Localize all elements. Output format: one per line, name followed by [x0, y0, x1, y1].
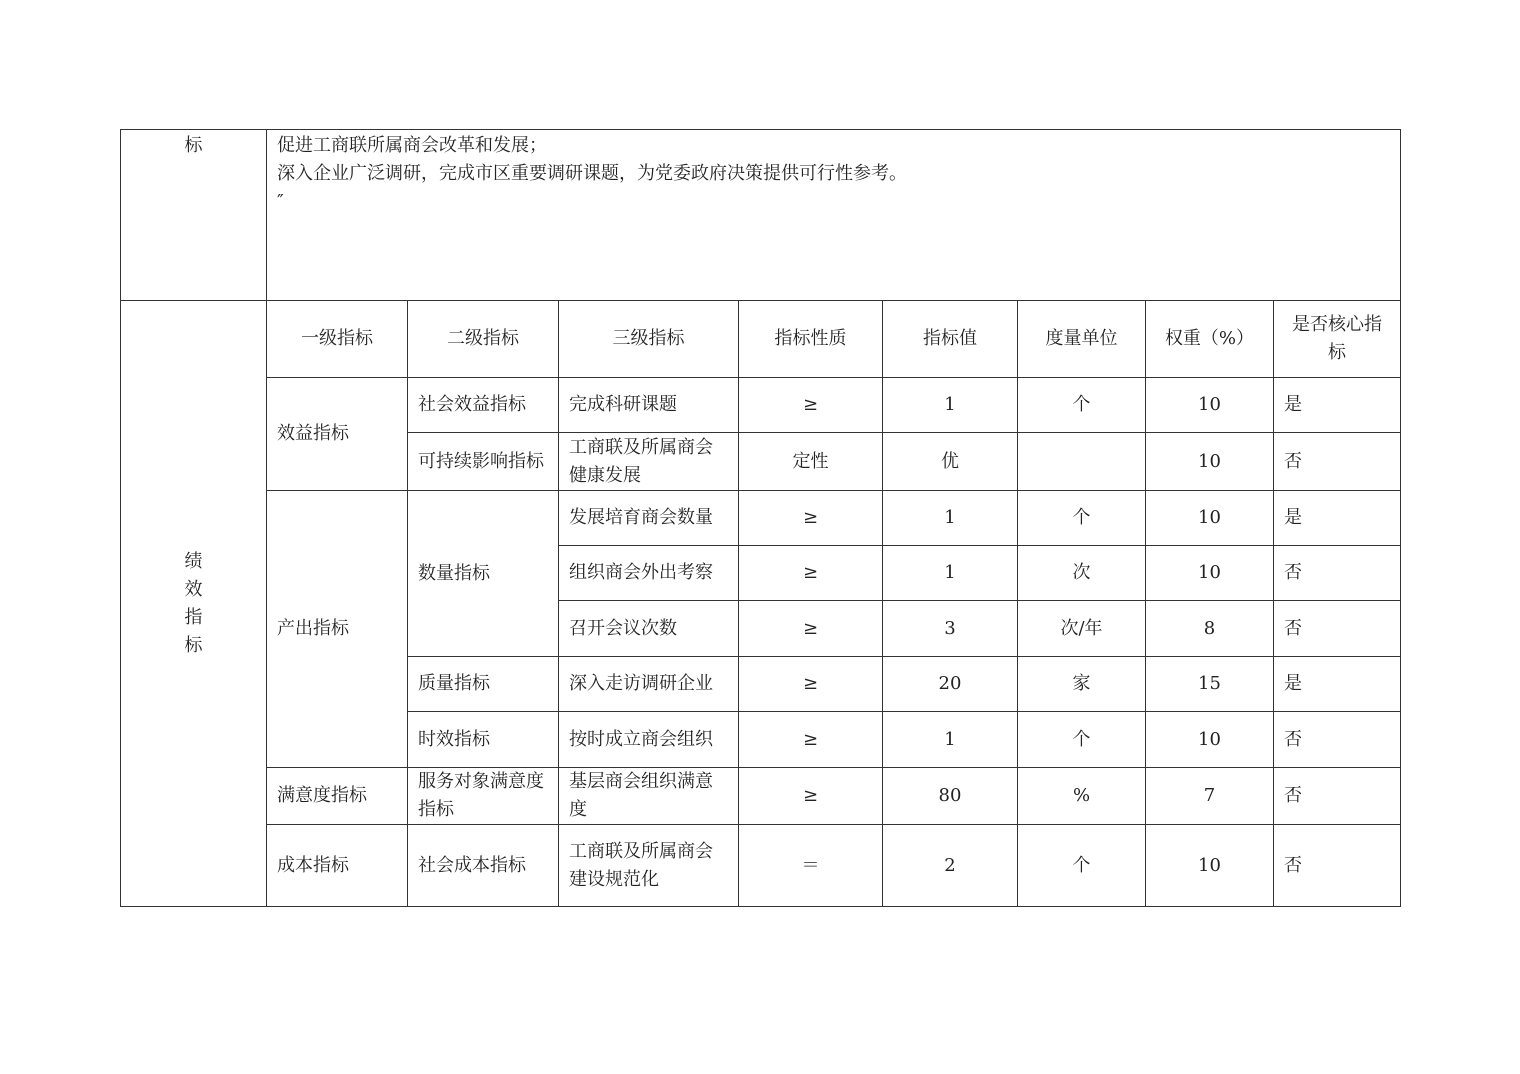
value-cell: 3	[883, 601, 1018, 657]
level2-cell: 可持续影响指标	[408, 433, 559, 491]
core-cell: 是	[1274, 657, 1401, 712]
weight-cell: 7	[1146, 768, 1274, 825]
goal-line: 促进工商联所属商会改革和发展；	[277, 135, 547, 156]
weight-cell: 10	[1146, 378, 1274, 433]
header-level3: 三级指标	[559, 301, 739, 378]
header-row	[121, 301, 1401, 378]
level3-cell: 基层商会组织满意度	[559, 768, 739, 825]
header-core: 是否核心指标	[1274, 301, 1401, 378]
level2-cell: 社会效益指标	[408, 378, 559, 433]
level2-cell: 服务对象满意度指标	[408, 768, 559, 825]
nature-cell: ≥	[739, 491, 883, 546]
weight-cell: 10	[1146, 433, 1274, 491]
value-cell: 1	[883, 712, 1018, 768]
core-cell: 否	[1274, 433, 1401, 491]
weight-cell: 10	[1146, 825, 1274, 907]
core-cell: 否	[1274, 712, 1401, 768]
value-cell: 2	[883, 825, 1018, 907]
value-cell: 1	[883, 491, 1018, 546]
level3-cell: 组织商会外出考察	[559, 546, 739, 601]
goal-line: ″	[277, 191, 284, 212]
weight-cell: 10	[1146, 546, 1274, 601]
unit-cell: 次/年	[1018, 601, 1146, 657]
unit-cell: 个	[1018, 378, 1146, 433]
weight-cell: 8	[1146, 601, 1274, 657]
nature-cell: ≥	[739, 378, 883, 433]
unit-cell: 家	[1018, 657, 1146, 712]
level2-cell: 时效指标	[408, 712, 559, 768]
table-row	[121, 378, 1401, 433]
header-level1: 一级指标	[267, 301, 408, 378]
performance-label	[121, 301, 267, 907]
header-unit: 度量单位	[1018, 301, 1146, 378]
nature-cell: ≥	[739, 768, 883, 825]
core-cell: 否	[1274, 601, 1401, 657]
level3-cell: 工商联及所属商会健康发展	[559, 433, 739, 491]
value-cell: 优	[883, 433, 1018, 491]
weight-cell: 15	[1146, 657, 1274, 712]
level3-cell: 深入走访调研企业	[559, 657, 739, 712]
header-weight: 权重（%）	[1146, 301, 1274, 378]
level2-cell: 数量指标	[408, 491, 559, 657]
level3-cell: 召开会议次数	[559, 601, 739, 657]
value-cell: 80	[883, 768, 1018, 825]
nature-cell: 定性	[739, 433, 883, 491]
core-cell: 否	[1274, 546, 1401, 601]
core-cell: 是	[1274, 491, 1401, 546]
label-char: 标	[184, 634, 203, 656]
unit-cell: %	[1018, 768, 1146, 825]
level2-cell: 质量指标	[408, 657, 559, 712]
unit-cell: 个	[1018, 491, 1146, 546]
level1-cell: 成本指标	[267, 825, 408, 907]
level3-cell: 工商联及所属商会建设规范化	[559, 825, 739, 907]
goal-line: 深入企业广泛调研，完成市区重要调研课题，为党委政府决策提供可行性参考。	[277, 163, 907, 184]
table-row	[121, 825, 1401, 907]
core-cell: 否	[1274, 825, 1401, 907]
level3-cell: 发展培育商会数量	[559, 491, 739, 546]
unit-cell	[1018, 433, 1146, 491]
nature-cell: ≥	[739, 546, 883, 601]
unit-cell: 个	[1018, 825, 1146, 907]
table-row	[121, 491, 1401, 546]
header-value: 指标值	[883, 301, 1018, 378]
goal-text	[267, 130, 1401, 301]
value-cell: 20	[883, 657, 1018, 712]
nature-cell: ≥	[739, 601, 883, 657]
label-char: 效	[184, 578, 203, 600]
unit-cell: 个	[1018, 712, 1146, 768]
level1-cell: 效益指标	[267, 378, 408, 491]
label-char: 绩	[184, 550, 203, 572]
value-cell: 1	[883, 378, 1018, 433]
goal-label: 标	[121, 130, 267, 301]
header-level2: 二级指标	[408, 301, 559, 378]
value-cell: 1	[883, 546, 1018, 601]
header-nature: 指标性质	[739, 301, 883, 378]
nature-cell: ≥	[739, 712, 883, 768]
label-char: 指	[184, 606, 203, 628]
performance-table	[120, 129, 1401, 907]
weight-cell: 10	[1146, 712, 1274, 768]
level2-cell: 社会成本指标	[408, 825, 559, 907]
level3-cell: 完成科研课题	[559, 378, 739, 433]
table-row	[121, 768, 1401, 825]
weight-cell: 10	[1146, 491, 1274, 546]
level1-cell: 满意度指标	[267, 768, 408, 825]
nature-cell: ≥	[739, 657, 883, 712]
level1-cell: 产出指标	[267, 491, 408, 768]
core-cell: 否	[1274, 768, 1401, 825]
core-cell: 是	[1274, 378, 1401, 433]
nature-cell: ＝	[739, 825, 883, 907]
level3-cell: 按时成立商会组织	[559, 712, 739, 768]
unit-cell: 次	[1018, 546, 1146, 601]
